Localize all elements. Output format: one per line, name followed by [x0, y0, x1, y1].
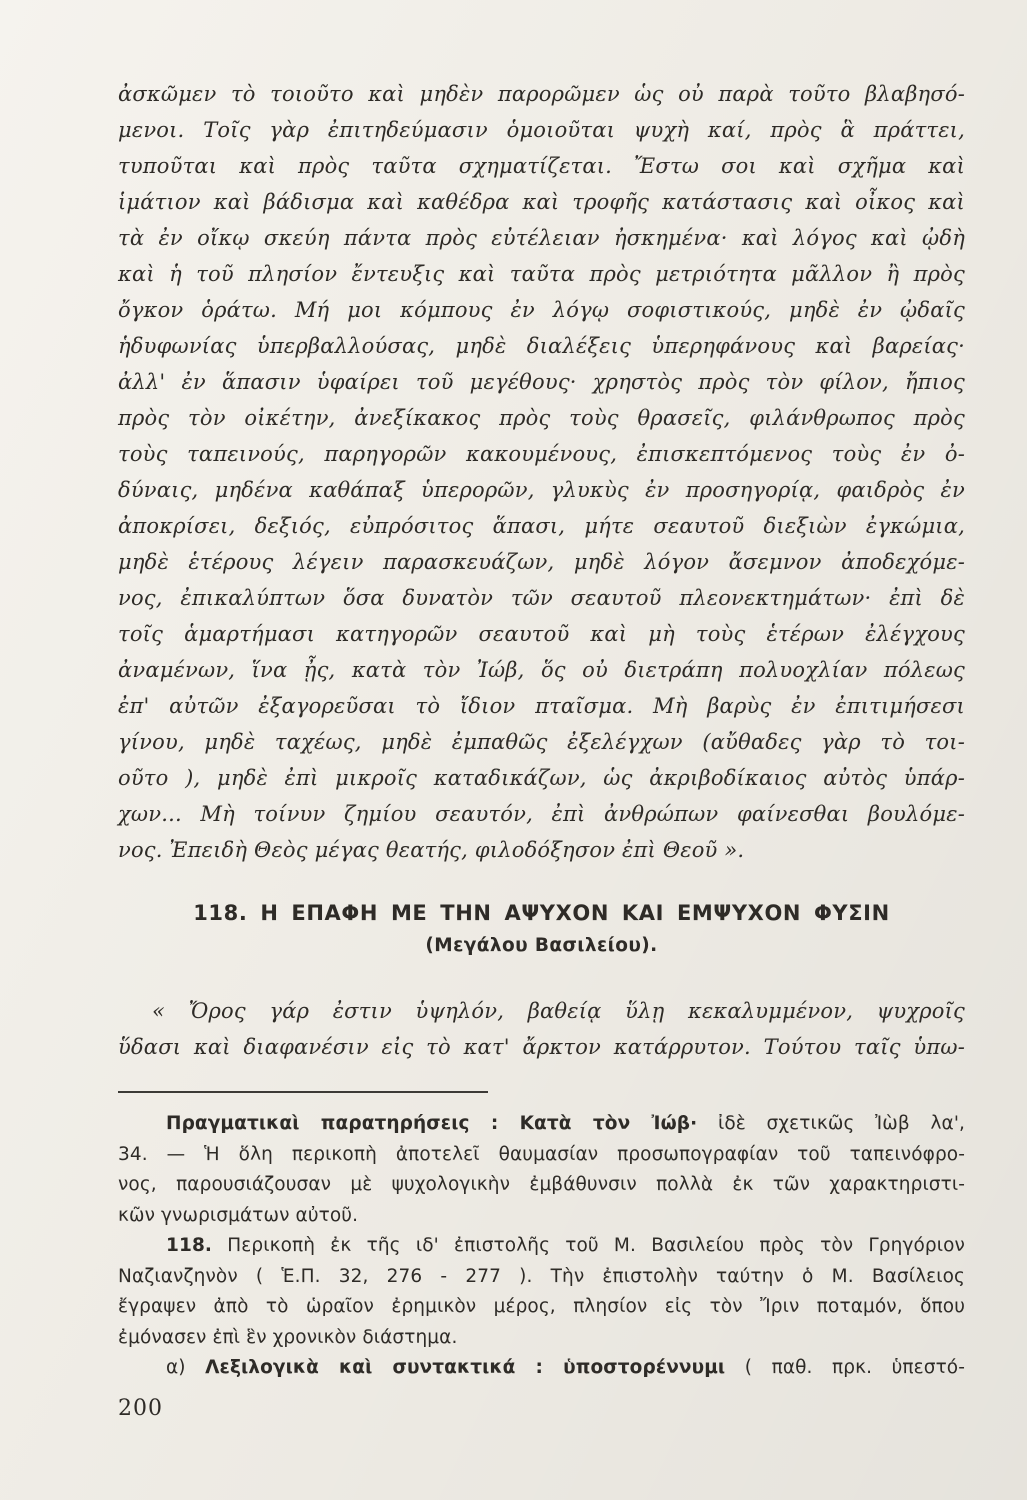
footnote-lead: Λεξιλογικὰ καὶ συντακτικά : ὑποστορέννυμι: [205, 1357, 726, 1378]
text-line: χων... Μὴ τοίνυν ζημίου σεαυτόν, ἐπὶ ἀνθρώπων φαίνεσθαι βουλόμε-: [118, 802, 965, 826]
text-line: νος, ἐπικαλύπτων ὅσα δυνατὸν τῶν σεαυτοῦ πλεονεκτημάτων· ἐπὶ δὲ: [118, 586, 965, 610]
quote-line: ὕδασι καὶ διαφανέσιν εἰς τὸ κατ' ἄρκτον κατάρρυτον. Τούτου ταῖς ὑπω-: [118, 1035, 965, 1059]
text-line: ἀποκρίσει, δεξιός, εὐπρόσιτος ἅπασι, μήτε σεαυτοῦ διεξιὼν ἐγκώμια,: [118, 514, 965, 538]
footnote-separator: [118, 1091, 488, 1093]
text-line: γίνου, μηδὲ ταχέως, μηδὲ ἐμπαθῶς ἐξελέγχων (αὔθαδες γὰρ τὸ τοι-: [118, 730, 965, 754]
footnote-text: Περικοπὴ ἐκ τῆς ιδ' ἐπιστολῆς τοῦ Μ. Βασιλείου πρὸς τὸν Γρηγόριον: [212, 1235, 965, 1256]
footnote-line: Ναζιανζηνὸν ( Ἑ.Π. 32, 276 - 277 ). Τὴν ἐπιστολὴν ταύτην ὁ Μ. Βασίλειος: [118, 1265, 965, 1287]
text-line: μενοι. Τοῖς γὰρ ἐπιτηδεύμασιν ὁμοιοῦται ψυχὴ καί, πρὸς ἃ πράττει,: [118, 118, 965, 142]
text-line: ἐπ' αὐτῶν ἐξαγορεῦσαι τὸ ἴδιον πταῖσμα. Μὴ βαρὺς ἐν ἐπιτιμήσεσι: [118, 694, 965, 718]
footnote-text: ἰδὲ σχετικῶς Ἰὼβ λα',: [697, 1113, 965, 1134]
footnote-text: α): [166, 1357, 206, 1378]
footnote-line: ἐμόνασεν ἐπὶ ἓν χρονικὸν διάστημα.: [118, 1326, 458, 1348]
text-line: νος. Ἐπειδὴ Θεὸς μέγας θεατής, φιλοδόξησον ἐπὶ Θεοῦ ».: [118, 838, 745, 862]
quote-paragraph: [118, 993, 965, 1065]
text-line: ἡδυφωνίας ὑπερβαλλούσας, μηδὲ διαλέξεις ὑπερηφάνους καὶ βαρείας·: [118, 334, 965, 358]
quote-line: « Ὄρος γάρ ἐστιν ὑψηλόν, βαθείᾳ ὕλῃ κεκαλυμμένον, ψυχροῖς: [152, 999, 965, 1023]
page-number: 200: [118, 1396, 163, 1421]
text-line: ἀσκῶμεν τὸ τοιοῦτο καὶ μηδὲν παρορῶμεν ὡς οὐ παρὰ τοῦτο βλαβησό-: [118, 82, 965, 106]
footnote-line: [118, 1231, 965, 1262]
text-line: ἱμάτιον καὶ βάδισμα καὶ καθέδρα καὶ τροφῆς κατάστασις καὶ οἶκος καὶ: [118, 190, 965, 214]
footnote-line: 34. — Ἡ ὅλη περικοπὴ ἀποτελεῖ θαυμασίαν προσωπογραφίαν τοῦ ταπεινόφρο-: [118, 1143, 965, 1165]
text-line: τοῖς ἁμαρτήμασι κατηγορῶν σεαυτοῦ καὶ μὴ τοὺς ἑτέρων ἐλέγχους: [118, 622, 965, 646]
text-line: οῦτο ), μηδὲ ἐπὶ μικροῖς καταδικάζων, ὡς ἀκριβοδίκαιος αὐτὸς ὑπάρ-: [118, 766, 965, 790]
text-line: ὄγκον ὁράτω. Μή μοι κόμπους ἐν λόγῳ σοφιστικούς, μηδὲ ἐν ᾠδαῖς: [118, 298, 965, 322]
footnote-line: κῶν γνωρισμάτων αὐτοῦ.: [118, 1204, 359, 1226]
text-line: πρὸς τὸν οἰκέτην, ἀνεξίκακος πρὸς τοὺς θρασεῖς, φιλάνθρωπος πρὸς: [118, 406, 965, 430]
text-line: τυποῦται καὶ πρὸς ταῦτα σχηματίζεται. Ἔστω σοι καὶ σχῆμα καὶ: [118, 154, 965, 178]
footnote-lead: Πραγματικαὶ παρατηρήσεις : Κατὰ τὸν Ἰώβ·: [166, 1113, 698, 1134]
footnote-text: ( παθ. πρκ. ὑπεστό-: [725, 1357, 965, 1378]
footnotes: [118, 1109, 965, 1384]
footnote-number: 118.: [166, 1235, 213, 1256]
footnote-line: νος, παρουσιάζουσαν μὲ ψυχολογικὴν ἐμβάθυνσιν πολλὰ ἐκ τῶν χαρακτηριστι-: [118, 1174, 965, 1195]
text-line: ἀναμένων, ἵνα ᾖς, κατὰ τὸν Ἰώβ, ὅς οὐ διετράπη πολυοχλίαν πόλεως: [118, 658, 965, 682]
text-line: μηδὲ ἑτέρους λέγειν παρασκευάζων, μηδὲ λόγον ἄσεμνον ἀποδεχόμε-: [118, 550, 965, 574]
text-line: ἀλλ' ἐν ἅπασιν ὑφαίρει τοῦ μεγέθους· χρηστὸς πρὸς τὸν φίλον, ἤπιος: [118, 370, 965, 394]
footnote-line: [118, 1353, 965, 1384]
section-heading: 118. Η ΕΠΑΦΗ ΜΕ ΤΗΝ ΑΨΥΧΟΝ ΚΑΙ ΕΜΨΥΧΟΝ ΦΥΣΙΝ: [193, 901, 890, 925]
section-attribution: (Μεγάλου Βασιλείου).: [425, 935, 658, 956]
text-line: τὰ ἐν οἴκῳ σκεύη πάντα πρὸς εὐτέλειαν ἠσκημένα· καὶ λόγος καὶ ᾠδὴ: [118, 226, 965, 250]
text-line: τοὺς ταπεινούς, παρηγορῶν κακουμένους, ἐπισκεπτόμενος τοὺς ἐν ὀ-: [118, 442, 965, 466]
footnote-line: ἔγραψεν ἀπὸ τὸ ὡραῖον ἐρημικὸν μέρος, πλησίον εἰς τὸν Ἴριν ποταμόν, ὅπου: [118, 1296, 965, 1317]
footnote-line: [118, 1109, 965, 1140]
text-line: δύναις, μηδένα καθάπαξ ὑπερορῶν, γλυκὺς ἐν προσηγορίᾳ, φαιδρὸς ἐν: [118, 478, 965, 502]
body-text: [118, 76, 965, 868]
text-line: καὶ ἡ τοῦ πλησίον ἔντευξις καὶ ταῦτα πρὸς μετριότητα μᾶλλον ἢ πρὸς: [118, 262, 965, 286]
